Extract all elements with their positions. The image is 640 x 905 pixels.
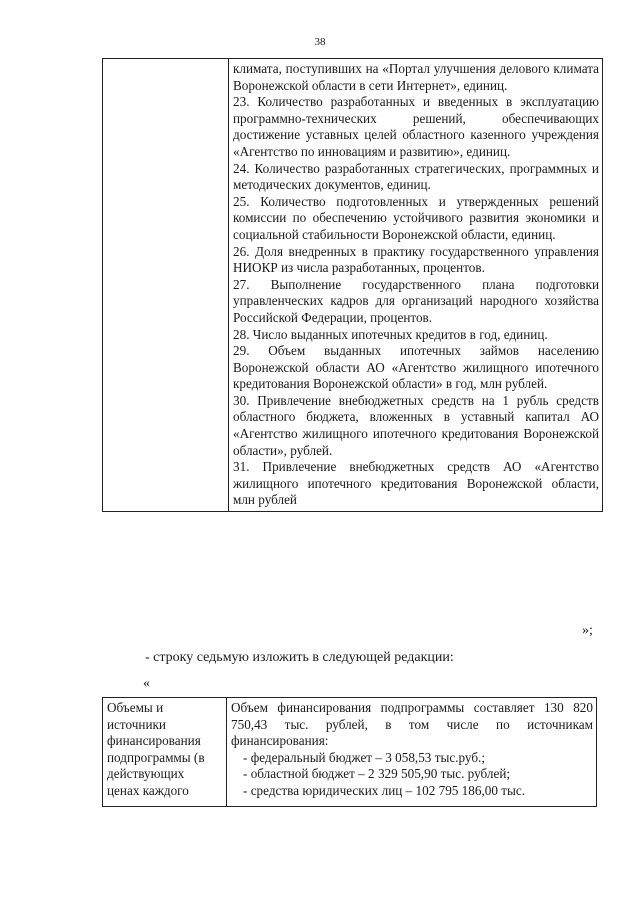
indicators-label-cell	[103, 59, 229, 512]
financing-intro: Объем финансирования подпрограммы составляет 130 820 750,43 тыс. рублей, в том числе по источникам финансирования:	[231, 700, 593, 749]
amendment-instruction: - строку седьмую изложить в следующей редакции:	[145, 650, 454, 665]
financing-table	[102, 697, 597, 807]
closing-quote: »;	[582, 623, 593, 638]
financing-source-item: - областной бюджет – 2 329 505,90 тыс. рублей;	[243, 766, 511, 782]
indicator-paragraph: 23. Количество разработанных и введенных в эксплуатацию программно-технических решений, обеспечивающих достижение уставных целей областного казенного учреждения «Агентство по инновациям и развитию», единиц.	[233, 94, 599, 159]
financing-label-line: подпрограммы (в	[107, 749, 205, 765]
financing-label-line: ценах каждого	[107, 782, 189, 798]
financing-label-line: финансирования	[107, 733, 201, 749]
financing-source-item: - средства юридических лиц – 102 795 186,00 тыс.	[243, 782, 526, 798]
indicator-paragraph: 27. Выполнение государственного плана подготовки управленческих кадров для организаций народного хозяйства Российской Федерации, процентов.	[233, 276, 599, 325]
indicator-paragraph: 25. Количество подготовленных и утвержденных решений комиссии по обеспечению устойчивого развития экономики и социальной стабильности Воронежской области, единиц.	[233, 193, 599, 242]
indicator-paragraph: 29. Объем выданных ипотечных займов населению Воронежской области АО «Агентство жилищного ипотечного кредитования Воронежской области» в год, млн рублей.	[233, 343, 599, 392]
indicators-table	[102, 58, 603, 512]
financing-label-line: действующих	[107, 766, 185, 782]
indicator-paragraph: климата, поступивших на «Портал улучшения делового климата Воронежской области в сети Интернет», единиц.	[233, 61, 599, 93]
indicator-paragraph: 28. Число выданных ипотечных кредитов в год, единиц.	[233, 326, 548, 342]
indicator-paragraph: 30. Привлечение внебюджетных средств на 1 рубль средств областного бюджета, вложенных в уставный капитал АО «Агентство жилищного ипотечного кредитования Воронежской области», рублей.	[233, 392, 599, 458]
financing-label-line: источники	[107, 716, 166, 732]
financing-source-item: - федеральный бюджет – 3 058,53 тыс.руб.;	[243, 749, 485, 765]
financing-content-cell	[227, 698, 597, 807]
financing-label-line: Объемы и	[107, 700, 164, 715]
indicator-paragraph: 31. Привлечение внебюджетных средств АО «Агентство жилищного ипотечного кредитования Воронежской области, млн рублей	[233, 459, 599, 508]
financing-label-cell	[103, 698, 227, 807]
indicators-list-cell	[229, 59, 603, 512]
indicator-paragraph: 26. Доля внедренных в практику государственного управления НИОКР из числа разработанных, процентов.	[233, 243, 599, 276]
opening-quote: «	[143, 676, 150, 691]
page-number: 38	[314, 36, 326, 48]
indicator-paragraph: 24. Количество разработанных стратегических, программных и методических документов, единиц.	[233, 160, 599, 193]
